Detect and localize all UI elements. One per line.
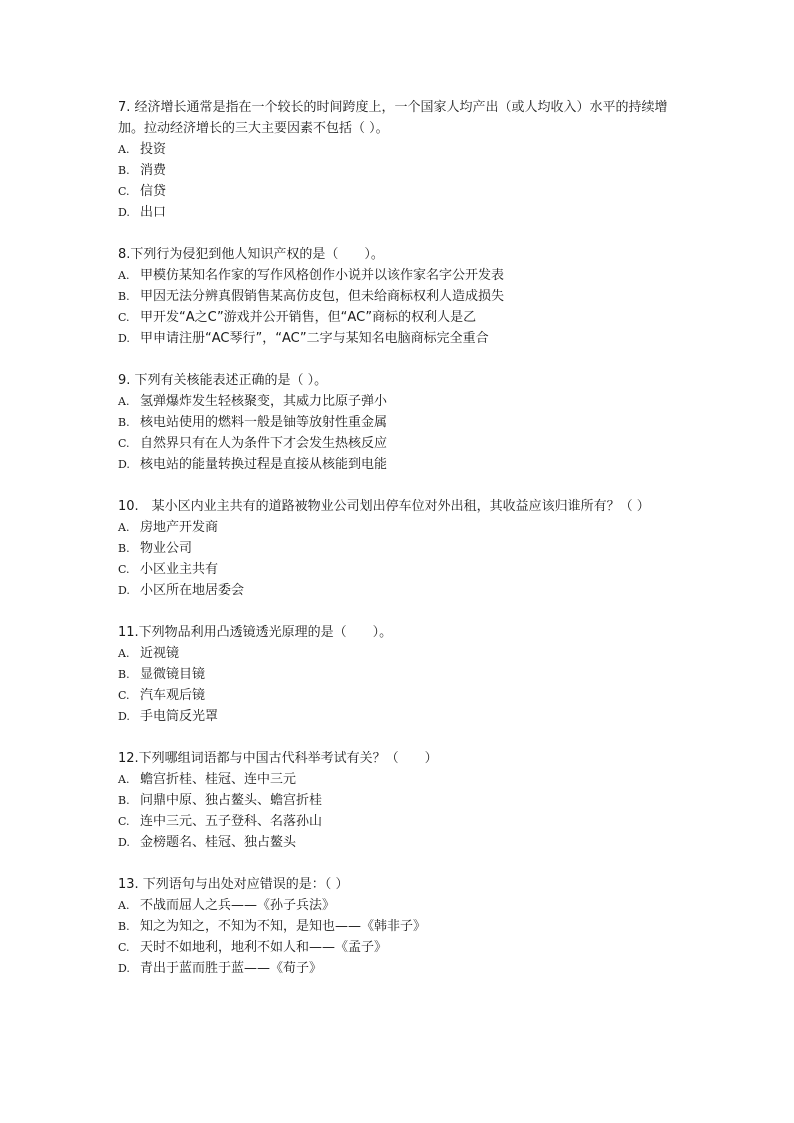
option-d [118, 580, 684, 601]
question-stem: 11.下列物品利用凸透镜透光原理的是（ ）。 [118, 625, 393, 640]
question-stem: 10. 某小区内业主共有的道路被物业公司划出停车位对外出租，其收益应该归谁所有？（ ） [118, 499, 650, 514]
option-a [118, 769, 684, 790]
option-a [118, 643, 684, 664]
question-10 [118, 496, 684, 601]
option-c [118, 685, 684, 706]
option-letter: A. [118, 899, 130, 912]
option-letter: B. [118, 920, 130, 933]
option-text: 小区所在地居委会 [140, 583, 245, 598]
option-d [118, 706, 684, 727]
question-stem: 8.下列行为侵犯到他人知识产权的是（ ）。 [118, 247, 384, 262]
option-letter: B. [118, 542, 130, 555]
option-letter: B. [118, 794, 130, 807]
option-d [118, 202, 684, 223]
option-b [118, 664, 684, 685]
option-text: 青出于蓝而胜于蓝——《荀子》 [140, 961, 323, 976]
option-letter: A. [118, 773, 130, 786]
option-letter: D. [118, 458, 130, 471]
option-letter: A. [118, 269, 130, 282]
option-d [118, 454, 684, 475]
question-stem: 7. 经济增长通常是指在一个较长的时间跨度上，一个国家人均产出（或人均收入）水平的持续增加。拉动经济增长的三大主要因素不包括（ ）。 [118, 100, 668, 136]
question-9 [118, 370, 684, 475]
option-b [118, 286, 684, 307]
option-b [118, 916, 684, 937]
option-letter: D. [118, 332, 130, 345]
option-letter: B. [118, 416, 130, 429]
option-b [118, 790, 684, 811]
option-b [118, 160, 684, 181]
option-text: 不战而屈人之兵——《孙子兵法》 [140, 898, 336, 913]
option-text: 核电站的能量转换过程是直接从核能到电能 [140, 457, 388, 472]
option-text: 汽车观后镜 [140, 688, 206, 703]
question-12 [118, 748, 684, 853]
option-a [118, 265, 684, 286]
option-text: 房地产开发商 [140, 520, 219, 535]
option-b [118, 412, 684, 433]
option-a [118, 517, 684, 538]
option-text: 自然界只有在人为条件下才会发生热核反应 [140, 436, 388, 451]
option-letter: C. [118, 437, 130, 450]
option-text: 氢弹爆炸发生轻核聚变，其威力比原子弹小 [140, 394, 388, 409]
option-letter: C. [118, 185, 130, 198]
option-c [118, 307, 684, 328]
exam-page [118, 97, 684, 1000]
option-c [118, 181, 684, 202]
option-letter: D. [118, 584, 130, 597]
option-text: 问鼎中原、独占鳌头、蟾宫折桂 [140, 793, 323, 808]
option-letter: A. [118, 647, 130, 660]
option-letter: C. [118, 563, 130, 576]
option-letter: C. [118, 941, 130, 954]
option-letter: B. [118, 290, 130, 303]
option-letter: A. [118, 395, 130, 408]
question-stem: 9. 下列有关核能表述正确的是（ ）。 [118, 373, 328, 388]
option-letter: D. [118, 962, 130, 975]
option-text: 手电筒反光罩 [140, 709, 219, 724]
option-letter: B. [118, 164, 130, 177]
option-c [118, 811, 684, 832]
option-a [118, 895, 684, 916]
option-d [118, 328, 684, 349]
option-c [118, 433, 684, 454]
option-text: 蟾宫折桂、桂冠、连中三元 [140, 772, 297, 787]
option-letter: D. [118, 206, 130, 219]
option-letter: C. [118, 689, 130, 702]
option-text: 消费 [140, 163, 167, 178]
option-letter: B. [118, 668, 130, 681]
option-c [118, 559, 684, 580]
option-text: 小区业主共有 [140, 562, 219, 577]
question-8 [118, 244, 684, 349]
option-text: 核电站使用的燃料一般是铀等放射性重金属 [140, 415, 388, 430]
question-7 [118, 97, 684, 223]
question-stem: 12.下列哪组词语都与中国古代科举考试有关？（ ） [118, 751, 438, 766]
option-text: 知之为知之，不知为不知，是知也——《韩非子》 [140, 919, 427, 934]
option-letter: A. [118, 521, 130, 534]
option-letter: D. [118, 836, 130, 849]
option-text: 出口 [140, 205, 167, 220]
option-d [118, 958, 684, 979]
option-text: 信贷 [140, 184, 167, 199]
option-text: 近视镜 [140, 646, 180, 661]
question-11 [118, 622, 684, 727]
option-letter: D. [118, 710, 130, 723]
option-text: 甲申请注册“AC琴行”，“AC”二字与某知名电脑商标完全重合 [140, 331, 489, 346]
option-text: 甲开发“A之C”游戏并公开销售，但“AC”商标的权利人是乙 [140, 310, 477, 325]
option-text: 投资 [140, 142, 167, 157]
option-letter: A. [118, 143, 130, 156]
option-text: 显微镜目镜 [140, 667, 206, 682]
option-c [118, 937, 684, 958]
option-text: 物业公司 [140, 541, 193, 556]
option-b [118, 538, 684, 559]
option-d [118, 832, 684, 853]
option-a [118, 139, 684, 160]
option-letter: C. [118, 311, 130, 324]
option-text: 连中三元、五子登科、名落孙山 [140, 814, 323, 829]
question-13 [118, 874, 684, 979]
option-text: 甲因无法分辨真假销售某高仿皮包，但未给商标权利人造成损失 [140, 289, 505, 304]
option-text: 金榜题名、桂冠、独占鳌头 [140, 835, 297, 850]
question-stem: 13. 下列语句与出处对应错误的是：（ ） [118, 877, 349, 892]
option-letter: C. [118, 815, 130, 828]
option-text: 天时不如地利，地利不如人和——《孟子》 [140, 940, 388, 955]
option-text: 甲模仿某知名作家的写作风格创作小说并以该作家名字公开发表 [140, 268, 505, 283]
option-a [118, 391, 684, 412]
